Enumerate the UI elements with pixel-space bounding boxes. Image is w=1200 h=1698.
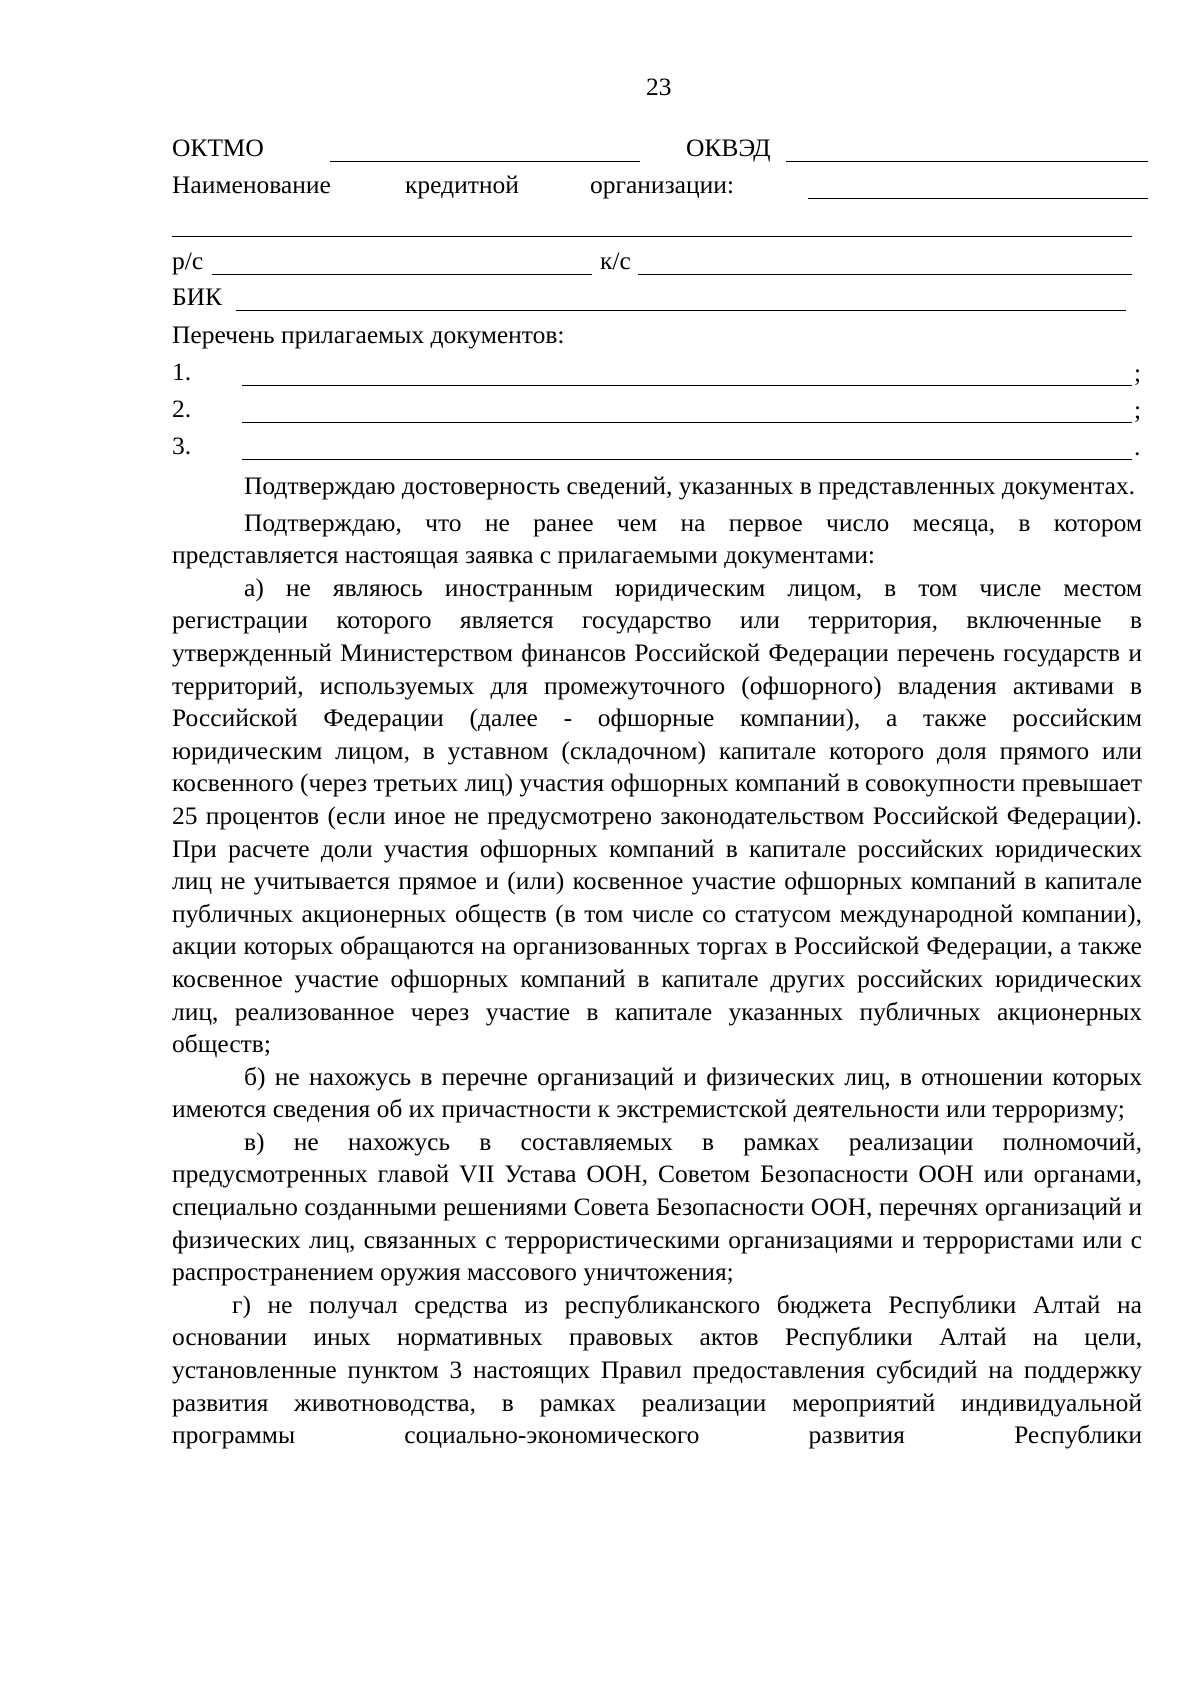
doc-item-end: . (1134, 432, 1141, 461)
body-text (172, 470, 1142, 1452)
doc-item-blank (242, 385, 1132, 386)
doc-item-blank (242, 459, 1132, 460)
doc-item-number: 1. (172, 357, 192, 386)
doc-item-end: ; (1134, 358, 1142, 387)
oktmo-label: ОКТМО (172, 133, 264, 162)
paragraph-confirm-accuracy: Подтверждаю достоверность сведений, указанных в представленных документах. (244, 471, 1136, 500)
bik-blank (236, 310, 1126, 311)
bank-name-label-2: кредитной (405, 170, 519, 199)
oktmo-blank (330, 161, 640, 162)
bank-name-label-1: Наименование (172, 170, 331, 199)
okved-blank (786, 161, 1148, 162)
bik-label: БИК (172, 282, 223, 311)
paragraph-item-v: в) не нахожусь в составляемых в рамках реализации полномочий, предусмотренных главой VII Устава ООН, Советом Безопасности ООН или органами, специально созданными решениями Совета Безопасности ООН, перечнях организаций и физических лиц, связанных с террористическими организациями и террористами или с распространением оружия массового уничтожения; (172, 1126, 1142, 1287)
ks-label: к/с (600, 246, 631, 275)
rs-blank (212, 274, 592, 275)
documents-heading: Перечень прилагаемых документов: (172, 320, 565, 349)
paragraph-item-b: б) не нахожусь в перечне организаций и физических лиц, в отношении которых имеются сведения об их причастности к экстремистской деятельности или терроризму; (172, 1061, 1142, 1124)
bank-name-blank-2 (172, 236, 1132, 237)
page-number: 23 (646, 72, 672, 101)
doc-item-number: 3. (172, 431, 192, 460)
bank-name-blank (808, 198, 1148, 199)
okved-label: ОКВЭД (686, 133, 771, 162)
doc-item-end: ; (1134, 395, 1142, 424)
ks-blank (638, 274, 1132, 275)
bank-name-label-3: организации: (590, 170, 734, 199)
rs-label: р/с (172, 246, 204, 275)
paragraph-item-a: а) не являюсь иностранным юридическим лицом, в том числе местом регистрации которого является государство или территория, включенные в утвержденный Министерством финансов Российской Федерации перечень государств и территорий, используемых для промежуточного (офшорного) владения активами в Российской Федерации (далее - офшорные компании), а также российским юридическим лицом, в уставном (складочном) капитале которого доля прямого или косвенного (через третьих лиц) участия офшорных компаний в совокупности превышает 25 процентов (если иное не предусмотрено законодательством Российской Федерации). При расчете доли участия офшорных компаний в капитале российских юридических лиц не учитывается прямое и (или) косвенное участие офшорных компаний в капитале публичных акционерных обществ (в том числе со статусом международной компании), акции которых обращаются на организованных торгах в Российской Федерации, а также косвенное участие офшорных компаний в капитале других российских юридических лиц, реализованное через участие в капитале указанных публичных акционерных обществ; (172, 572, 1142, 1059)
doc-item-blank (242, 422, 1132, 423)
doc-item-number: 2. (172, 394, 192, 423)
paragraph-confirm-date: Подтверждаю, что не ранее чем на первое число месяца, в котором представляется настоящая заявка с прилагаемыми документами: (172, 507, 1142, 570)
paragraph-item-g: г) не получал средства из республиканского бюджета Республики Алтай на основании иных нормативных правовых актов Республики Алтай на цели, установленные пунктом 3 настоящих Правил предоставления субсидий на поддержку развития животноводства, в рамках реализации мероприятий индивидуальной программы социально-экономического развития Республики (172, 1289, 1142, 1450)
